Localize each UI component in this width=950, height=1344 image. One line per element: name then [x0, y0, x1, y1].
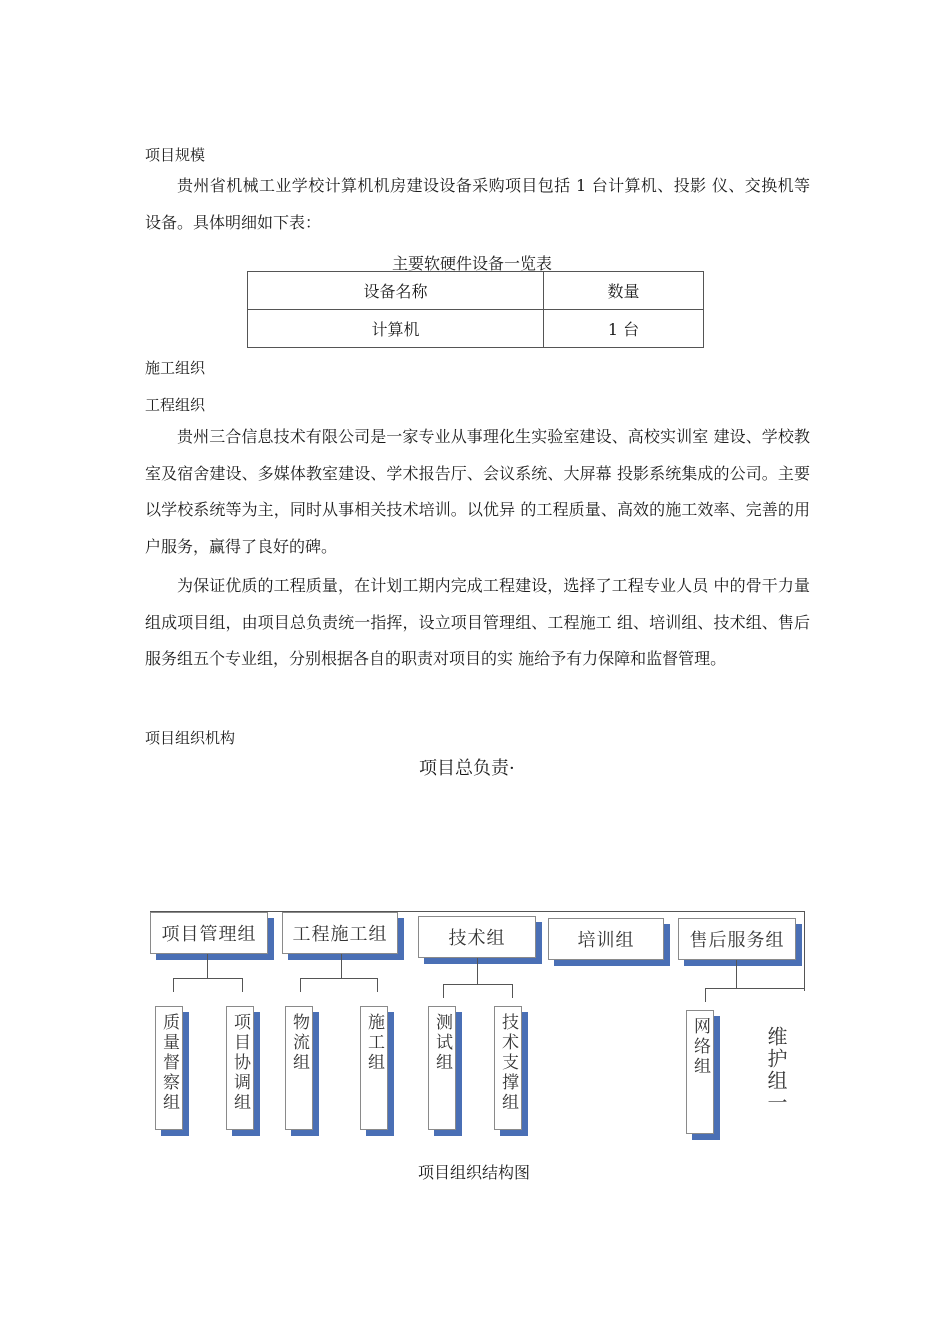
org-right-connector [804, 911, 805, 991]
connector [300, 978, 301, 992]
connector [705, 988, 805, 989]
dept-training: 培训组 [548, 918, 664, 960]
connector [300, 978, 378, 979]
connector [477, 958, 478, 984]
connector [736, 960, 737, 988]
connector [242, 978, 243, 992]
dept-engineering-construction: 工程施工组 [282, 912, 398, 954]
section-heading-scale: 项目规模 [145, 146, 206, 164]
subgroup-maintenance-label: 维护组一 [764, 1026, 788, 1114]
subgroup-project-coordination: 项目协调组 [226, 1006, 254, 1130]
subgroup-technical-support: 技术支撑组 [494, 1006, 522, 1130]
scale-paragraph: 贵州省机械工业学校计算机机房建设设备采购项目包括 1 台计算机、投影 仪、交换机等设备。具体明细如下表： [145, 176, 810, 232]
table-header-cell: 数量 [544, 272, 704, 310]
org-chart-caption: 项目组织结构图 [418, 1163, 531, 1182]
section-heading-construction: 施工组织 [145, 359, 206, 377]
dept-project-management: 项目管理组 [150, 912, 268, 954]
connector [173, 978, 243, 979]
section-heading-engineering: 工程组织 [145, 396, 206, 414]
table-header-row [248, 272, 704, 310]
table-cell: 计算机 [248, 310, 544, 348]
section-heading-org: 项目组织机构 [145, 729, 236, 747]
dept-after-sales: 售后服务组 [678, 918, 796, 960]
subgroup-testing: 测试组 [428, 1006, 456, 1130]
subgroup-logistics: 物流组 [285, 1006, 313, 1130]
table-cell: 1 台 [544, 310, 704, 348]
equipment-table [247, 271, 704, 348]
dept-technical: 技术组 [418, 916, 536, 958]
connector [443, 984, 444, 998]
connector [443, 984, 513, 985]
connector [341, 954, 342, 978]
subgroup-construction: 施工组 [360, 1006, 388, 1130]
connector [705, 988, 706, 1002]
connector [207, 954, 208, 978]
engineering-paragraph-2: 为保证优质的工程质量，在计划工期内完成工程建设，选择了工程专业人员 中的骨干力量组成项目组，由项目总负责统一指挥，设立项目管理组、工程施工 组、培训组、技术组、售后服务组五个专业组，分别根据各自的职责对项目的实 施给予有力保障和监督管理。 [145, 576, 810, 668]
table-row [248, 310, 704, 348]
org-root-label: 项目总负责· [419, 758, 515, 779]
engineering-paragraph-1: 贵州三合信息技术有限公司是一家专业从事理化生实验室建设、高校实训室 建设、学校教室及宿舍建设、多媒体教室建设、学术报告厅、会议系统、大屏幕 投影系统集成的公司。主要以学校系统等为主，同时从事相关技术培训。以优异 的工程质量、高效的施工效率、完善的用户服务，赢得了良好的碑。 [145, 427, 810, 556]
connector [377, 978, 378, 992]
subgroup-quality-supervision: 质量督察组 [155, 1006, 183, 1130]
connector [512, 984, 513, 998]
subgroup-network: 网络组 [686, 1010, 714, 1134]
table-caption: 主要软硬件设备一览表 [392, 254, 553, 273]
connector [173, 978, 174, 992]
table-header-cell: 设备名称 [248, 272, 544, 310]
